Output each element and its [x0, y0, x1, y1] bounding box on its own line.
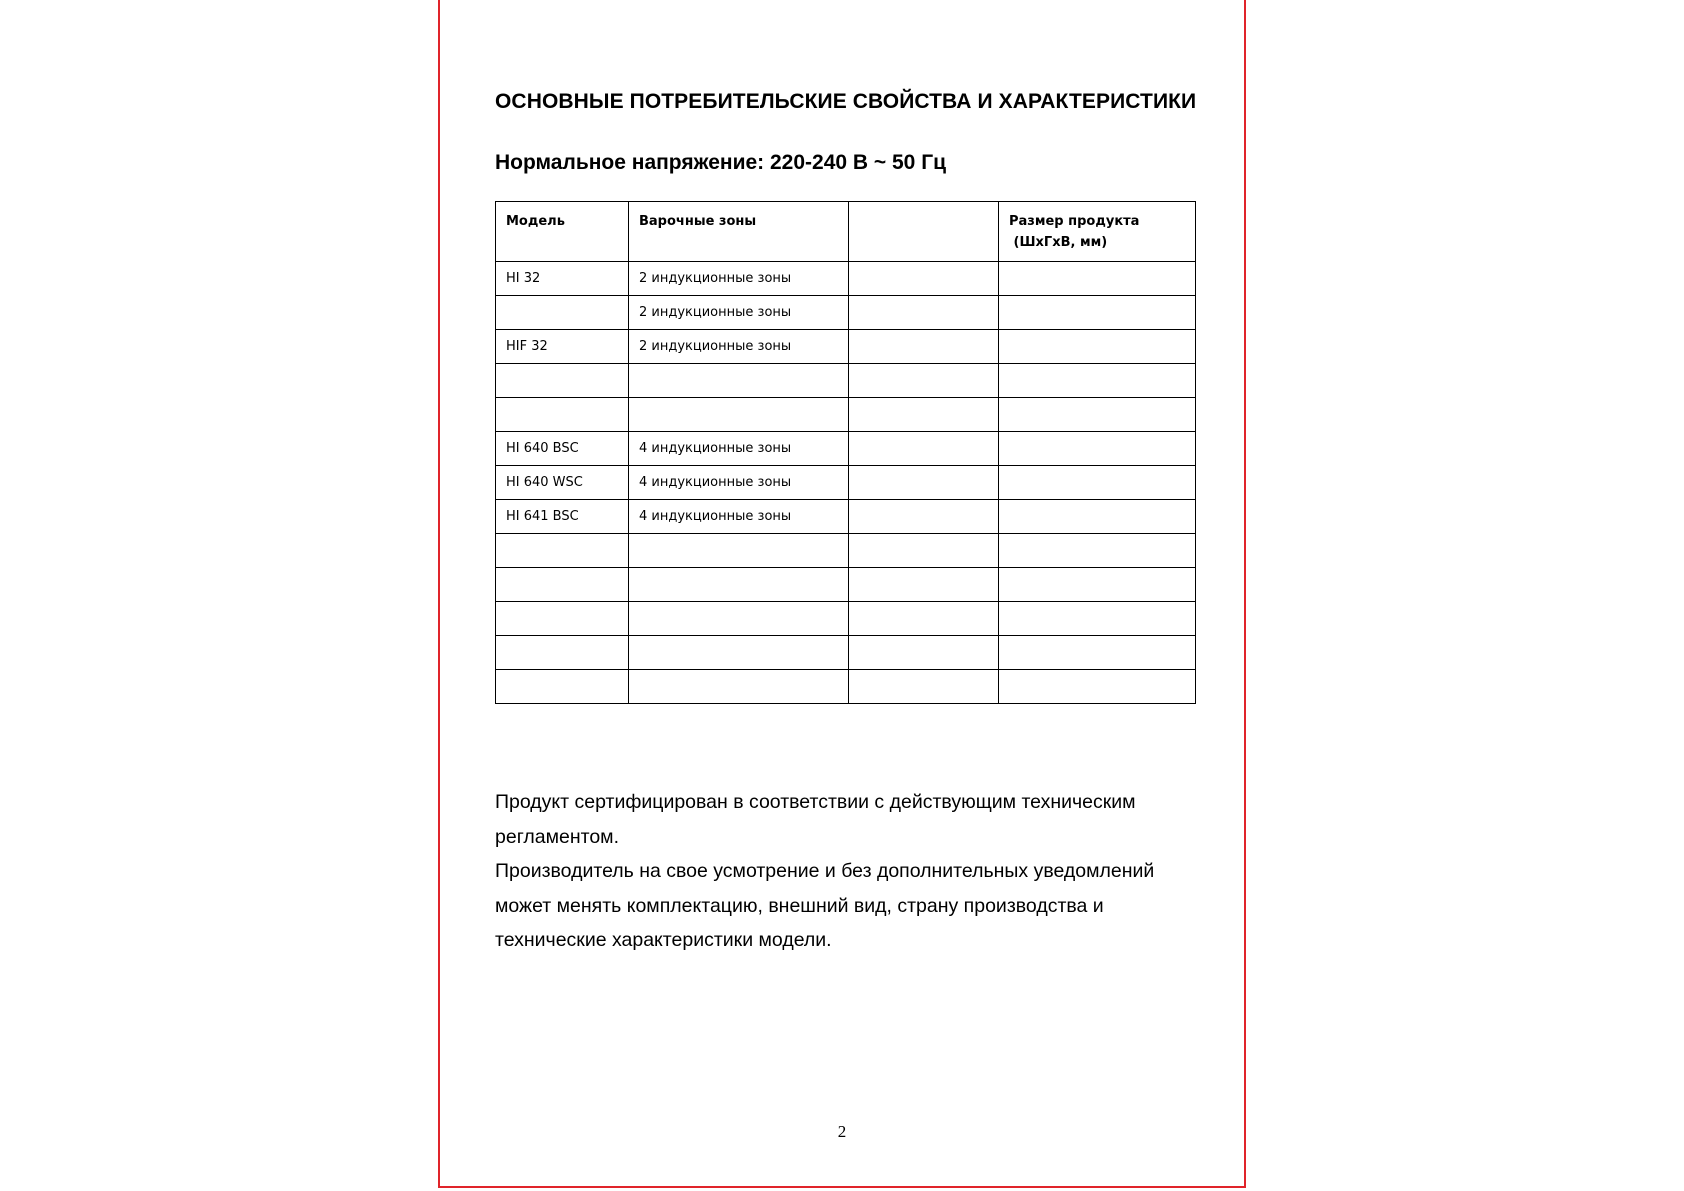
- cell-product-size: [999, 398, 1196, 432]
- cell-empty: [849, 636, 999, 670]
- cell-model: HI 640 WSC: [496, 466, 629, 500]
- table-row: [496, 364, 1196, 398]
- specifications-table: [495, 201, 1196, 704]
- cell-product-size: [999, 262, 1196, 296]
- cell-cooking-zones: 2 индукционные зоны: [629, 330, 849, 364]
- cell-model: HI 32: [496, 262, 629, 296]
- cell-model: HIF 32: [496, 330, 629, 364]
- cell-cooking-zones: 4 индукционные зоны: [629, 500, 849, 534]
- cell-cooking-zones: [629, 670, 849, 704]
- voltage-heading: Нормальное напряжение: 220-240 В ~ 50 Гц: [495, 151, 947, 174]
- cell-empty: [849, 500, 999, 534]
- certification-note: Продукт сертифицирован в соответствии с действующим техническим регламентом.: [495, 791, 1136, 848]
- cell-product-size: [999, 330, 1196, 364]
- cell-model: [496, 296, 629, 330]
- cell-product-size: [999, 296, 1196, 330]
- cell-product-size: [999, 568, 1196, 602]
- table-row: [496, 466, 1196, 500]
- cell-empty: [849, 568, 999, 602]
- cell-empty: [849, 296, 999, 330]
- cell-cooking-zones: [629, 534, 849, 568]
- header-size-line2: (ШхГхВ, мм): [1009, 235, 1108, 250]
- header-model: Модель: [496, 202, 629, 262]
- cell-product-size: [999, 432, 1196, 466]
- cell-product-size: [999, 364, 1196, 398]
- table-row: [496, 262, 1196, 296]
- cell-model: [496, 398, 629, 432]
- header-empty: [849, 202, 999, 262]
- cell-empty: [849, 602, 999, 636]
- cell-empty: [849, 262, 999, 296]
- table-body: [496, 262, 1196, 704]
- table-row: [496, 534, 1196, 568]
- cell-cooking-zones: 2 индукционные зоны: [629, 296, 849, 330]
- cell-product-size: [999, 534, 1196, 568]
- cell-cooking-zones: [629, 636, 849, 670]
- table-row: [496, 602, 1196, 636]
- cell-model: [496, 602, 629, 636]
- cell-product-size: [999, 670, 1196, 704]
- cell-cooking-zones: 4 индукционные зоны: [629, 432, 849, 466]
- manufacturer-note: Производитель на свое усмотрение и без дополнительных уведомлений может менять комплектацию, внешний вид, страну производства и технические характеристики модели.: [495, 860, 1155, 951]
- table-row: [496, 398, 1196, 432]
- table-row: [496, 636, 1196, 670]
- table-row: [496, 432, 1196, 466]
- table-row: [496, 500, 1196, 534]
- header-cooking-zones: Варочные зоны: [629, 202, 849, 262]
- cell-cooking-zones: [629, 568, 849, 602]
- table-row: [496, 330, 1196, 364]
- cell-model: [496, 568, 629, 602]
- notes-section: [495, 785, 1195, 958]
- document-page: [438, 0, 1246, 1188]
- cell-product-size: [999, 466, 1196, 500]
- cell-model: [496, 670, 629, 704]
- cell-empty: [849, 466, 999, 500]
- cell-empty: [849, 670, 999, 704]
- cell-model: HI 641 BSC: [496, 500, 629, 534]
- cell-cooking-zones: [629, 364, 849, 398]
- cell-model: HI 640 BSC: [496, 432, 629, 466]
- cell-cooking-zones: 2 индукционные зоны: [629, 262, 849, 296]
- cell-model: [496, 364, 629, 398]
- page-title: ОСНОВНЫЕ ПОТРЕБИТЕЛЬСКИЕ СВОЙСТВА И ХАРАКТЕРИСТИКИ: [495, 90, 1197, 113]
- cell-model: [496, 534, 629, 568]
- cell-empty: [849, 534, 999, 568]
- cell-empty: [849, 432, 999, 466]
- cell-product-size: [999, 500, 1196, 534]
- header-size-line1: Размер продукта: [1009, 214, 1140, 229]
- table-row: [496, 568, 1196, 602]
- table-row: [496, 670, 1196, 704]
- cell-model: [496, 636, 629, 670]
- cell-cooking-zones: [629, 602, 849, 636]
- header-product-size: [999, 202, 1196, 262]
- cell-empty: [849, 398, 999, 432]
- page-number: 2: [837, 1122, 847, 1141]
- cell-cooking-zones: 4 индукционные зоны: [629, 466, 849, 500]
- table-row: [496, 296, 1196, 330]
- cell-product-size: [999, 636, 1196, 670]
- cell-cooking-zones: [629, 398, 849, 432]
- cell-empty: [849, 330, 999, 364]
- cell-empty: [849, 364, 999, 398]
- table-header-row: [496, 202, 1196, 262]
- cell-product-size: [999, 602, 1196, 636]
